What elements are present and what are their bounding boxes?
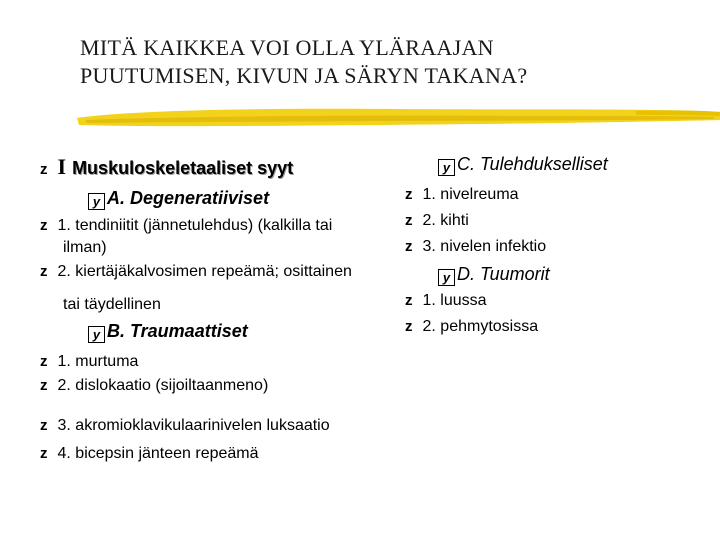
section-heading-c xyxy=(438,154,608,176)
main-heading-label: Muskuloskeletaaliset syyt xyxy=(72,158,294,178)
main-heading xyxy=(40,154,293,180)
list-item: z 2. pehmytosissa xyxy=(405,318,539,335)
list-item: z 1. luussa xyxy=(405,292,487,309)
section-heading-d xyxy=(438,264,550,286)
bullet-icon: z xyxy=(405,292,413,309)
bullet-icon: z xyxy=(40,217,48,234)
section-heading-label: D. Tuumorit xyxy=(457,264,550,284)
bullet-icon: z xyxy=(40,263,48,280)
list-item: z 2. dislokaatio (sijoiltaanmeno) xyxy=(40,377,269,394)
section-heading-b xyxy=(88,321,248,343)
section-heading-a xyxy=(88,188,269,210)
bullet-icon: z xyxy=(405,318,413,335)
section-heading-label: C. Tulehdukselliset xyxy=(457,154,608,174)
y-bullet-icon: y xyxy=(438,269,455,286)
main-heading-roman: I xyxy=(57,154,67,179)
list-item-continuation: ilman) xyxy=(63,239,107,256)
bullet-icon: z xyxy=(40,161,48,178)
y-bullet-icon: y xyxy=(88,326,105,343)
bullet-icon: z xyxy=(40,353,48,370)
bullet-icon: z xyxy=(405,238,413,255)
list-item: z 1. murtuma xyxy=(40,353,139,370)
list-item: z 3. nivelen infektio xyxy=(405,238,547,255)
bullet-icon: z xyxy=(40,377,48,394)
section-heading-label: B. Traumaattiset xyxy=(107,321,248,341)
bullet-icon: z xyxy=(40,445,48,462)
section-heading-label: A. Degeneratiiviset xyxy=(107,188,270,208)
y-bullet-icon: y xyxy=(88,193,105,210)
list-item: z 4. bicepsin jänteen repeämä xyxy=(40,445,259,462)
list-item: z 2. kihti xyxy=(405,212,469,229)
list-item: z 1. nivelreuma xyxy=(405,186,519,203)
list-item: z 2. kiertäjäkalvosimen repeämä; osittainen xyxy=(40,263,352,280)
list-item-continuation: tai täydellinen xyxy=(63,296,161,313)
title-line-2: PUUTUMISEN, KIVUN JA SÄRYN TAKANA? xyxy=(80,63,528,88)
bullet-icon: z xyxy=(405,212,413,229)
list-item: z 1. tendiniitit (jännetulehdus) (kalkilla tai xyxy=(40,217,333,234)
y-bullet-icon: y xyxy=(438,159,455,176)
bullet-icon: z xyxy=(405,186,413,203)
list-item: z 3. akromioklavikulaarinivelen luksaatio xyxy=(40,417,330,434)
bullet-icon: z xyxy=(40,417,48,434)
title-line-1: MITÄ KAIKKEA VOI OLLA YLÄRAAJAN xyxy=(80,35,494,60)
page-title xyxy=(80,34,527,90)
highlight-stroke xyxy=(75,98,720,132)
